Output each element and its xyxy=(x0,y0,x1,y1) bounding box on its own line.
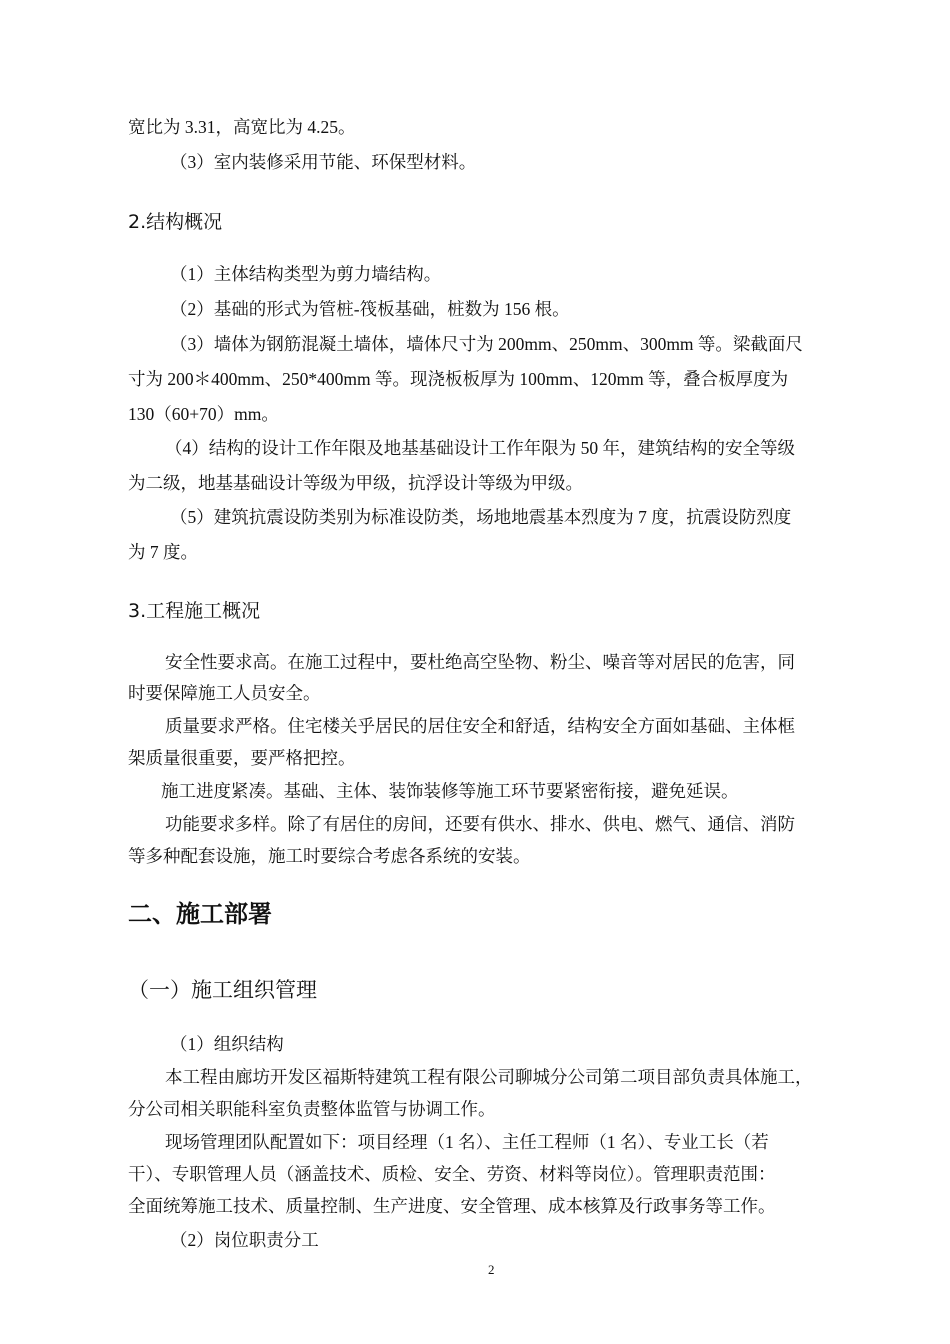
paragraph-line: （3）室内装修采用节能、环保型材料。 xyxy=(170,152,477,172)
paragraph-line: （1）主体结构类型为剪力墙结构。 xyxy=(170,264,442,284)
paragraph-line: 宽比为 3.31，高宽比为 4.25。 xyxy=(128,117,356,137)
paragraph-line: 质量要求严格。住宅楼关乎居民的居住安全和舒适，结构安全方面如基础、主体框 xyxy=(165,716,795,736)
section-heading-structure: 2.结构概况 xyxy=(128,211,223,233)
paragraph-line: 施工进度紧凑。基础、主体、装饰装修等施工环节要紧密衔接，避免延误。 xyxy=(161,781,739,801)
paragraph-line: （2）岗位职责分工 xyxy=(170,1230,319,1250)
page-number: 2 xyxy=(488,1262,495,1277)
subsection-heading: （一）施工组织管理 xyxy=(128,978,317,1002)
section-heading-construction-overview: 3.工程施工概况 xyxy=(128,600,261,622)
paragraph-line: （1）组织结构 xyxy=(170,1034,284,1054)
paragraph-line: （4）结构的设计工作年限及地基基础设计工作年限为 50 年，建筑结构的安全等级 xyxy=(165,438,795,458)
paragraph-line: 寸为 200＊400mm、250*400mm 等。现浇板板厚为 100mm、120mm 等，叠合板厚度为 xyxy=(128,369,789,389)
paragraph-line: 时要保障施工人员安全。 xyxy=(128,683,321,703)
paragraph-line: （5）建筑抗震设防类别为标准设防类，场地地震基本烈度为 7 度，抗震设防烈度 xyxy=(170,507,792,527)
paragraph-line: 功能要求多样。除了有居住的房间，还要有供水、排水、供电、燃气、通信、消防 xyxy=(165,814,795,834)
paragraph-line: 干）、专职管理人员（涵盖技术、质检、安全、劳资、材料等岗位）。管理职责范围： xyxy=(128,1164,776,1184)
chapter-heading: 二、施工部署 xyxy=(128,900,272,928)
paragraph-line: 为二级，地基基础设计等级为甲级，抗浮设计等级为甲级。 xyxy=(128,473,583,493)
paragraph-line: （2）基础的形式为管桩-筏板基础，桩数为 156 根。 xyxy=(170,299,570,319)
paragraph-line: 现场管理团队配置如下：项目经理（1 名）、主任工程师（1 名）、专业工长（若 xyxy=(165,1132,769,1152)
paragraph-line: 本工程由廊坊开发区福斯特建筑工程有限公司聊城分公司第二项目部负责具体施工， xyxy=(165,1067,813,1087)
paragraph-line: 安全性要求高。在施工过程中，要杜绝高空坠物、粉尘、噪音等对居民的危害，同 xyxy=(165,652,795,672)
paragraph-line: 130（60+70）mm。 xyxy=(128,404,279,424)
paragraph-line: 为 7 度。 xyxy=(128,542,198,562)
paragraph-line: 架质量很重要，要严格把控。 xyxy=(128,748,356,768)
paragraph-line: 等多种配套设施，施工时要综合考虑各系统的安装。 xyxy=(128,846,531,866)
paragraph-line: 全面统筹施工技术、质量控制、生产进度、安全管理、成本核算及行政事务等工作。 xyxy=(128,1196,776,1216)
paragraph-line: 分公司相关职能科室负责整体监管与协调工作。 xyxy=(128,1099,496,1119)
paragraph-line: （3）墙体为钢筋混凝土墙体，墙体尺寸为 200mm、250mm、300mm 等。梁截面尺 xyxy=(170,334,803,354)
